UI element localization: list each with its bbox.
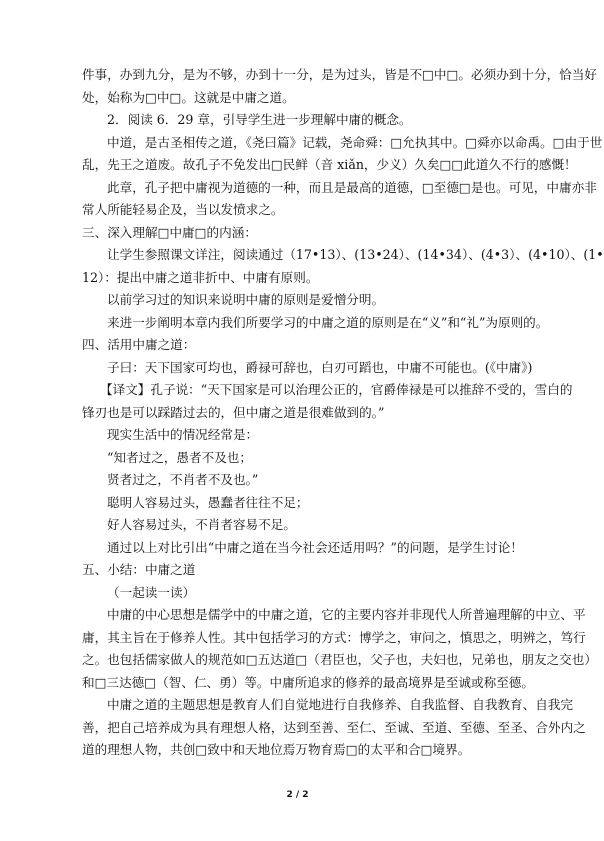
text-line: 12）：提出中庸之道非折中、中庸有原则。 <box>82 269 319 285</box>
text-line: 道的理想人物，共创□致中和天地位焉万物育焉□的太平和合□境界。 <box>82 742 471 757</box>
text-line: 此章，孔子把中庸视为道德的一种，而且是最高的道德，□至德□是也。可见，中庸亦非 <box>107 179 597 195</box>
text-line: 以前学习过的知识来说明中庸的原则是爱憎分明。 <box>107 292 385 307</box>
text-line: 现实生活中的情况经常是： <box>107 427 259 442</box>
text-line: 处，始称为□中□。这就是中庸之道。 <box>82 89 295 105</box>
text-line: 庸，其主旨在于修养人性。其中包括学习的方式：博学之，审问之，慎思之，明辨之，笃行 <box>82 629 586 645</box>
text-line: 通过以上对比引出“中庸之道在当今社会还适用吗？”的问题，是学生讨论！ <box>107 539 523 555</box>
text-line: 聪明人容易过头，愚蠢者往往不足； <box>107 494 309 510</box>
section-heading: 四、活用中庸之道： <box>82 337 196 352</box>
text-line: 好人容易过头，不肖者容易不足。 <box>107 517 296 532</box>
text-line: 常人所能轻易企及，当以发愤求之。 <box>82 202 284 217</box>
text-line: 善，把自己培养成为具有理想人格，达到至善、至仁、至诚、至道、至德、至圣、合外内之 <box>82 719 586 735</box>
text-line: 2．阅读 6．29 章，引导学生进一步理解中庸的概念。 <box>107 112 412 127</box>
document-body <box>82 64 604 762</box>
text-line: 让学生参照课文详注，阅读通过（17•13）、(13•24）、(14•34）、(4•3）、(4•10）、(1• <box>107 247 604 262</box>
text-line: 来进一步阐明本章内我们所要学习的中庸之道的原则是在“义”和“礼”为原则的。 <box>107 314 549 330</box>
text-line: 【译文】孔子说：“天下国家是可以治理公正的，官爵俸禄是可以推辞不受的，雪白的 <box>100 382 573 397</box>
text-line: 和□三达德□（智、仁、勇）等。中庸所追求的修养的最高境界是至诚或称至德。 <box>82 674 534 690</box>
text-line: 乱，先王之道废。故孔子不免发出□民鲜（音 xiǎn，少义）久矣□□此道久不行的感慨！ <box>82 157 577 172</box>
text-line: 之。也包括儒家做人的规范如□五达道□（君臣也，父子也，夫妇也，兄弟也，朋友之交也） <box>82 652 597 667</box>
section-heading: 五、小结：中庸之道 <box>82 562 196 577</box>
text-line: 子曰：天下国家可均也，爵禄可辞也，白刃可蹈也，中庸不可能也。(《中庸》) <box>107 359 533 375</box>
text-line: 贤者过之，不肖者不及也。” <box>107 472 259 487</box>
text-line: “知者过之，愚者不及也； <box>107 449 252 465</box>
text-line: 件事，办到九分，是为不够，办到十一分，是为过头，皆是不□中□。必须办到十分，恰当好 <box>82 67 597 82</box>
section-heading: 三、深入理解□中庸□的内涵： <box>82 224 257 240</box>
text-line: （一起读一读） <box>107 584 196 600</box>
text-line: 中道，是古圣相传之道，《尧曰篇》记载，尧命舜：□允执其中。□舜亦以命禹。□由于世 <box>107 134 603 150</box>
text-line: 中庸的中心思想是儒学中的中庸之道，它的主要内容并非现代人所普遍理解的中立、平 <box>107 607 586 622</box>
text-line: 锋刃也是可以踩踏过去的，但中庸之道是很难做到的。” <box>82 404 385 420</box>
page-number: 2 / 2 <box>286 790 309 800</box>
text-line: 中庸之道的主题思想是教育人们自觉地进行自我修养、自我监督、自我教育、自我完 <box>107 697 573 712</box>
